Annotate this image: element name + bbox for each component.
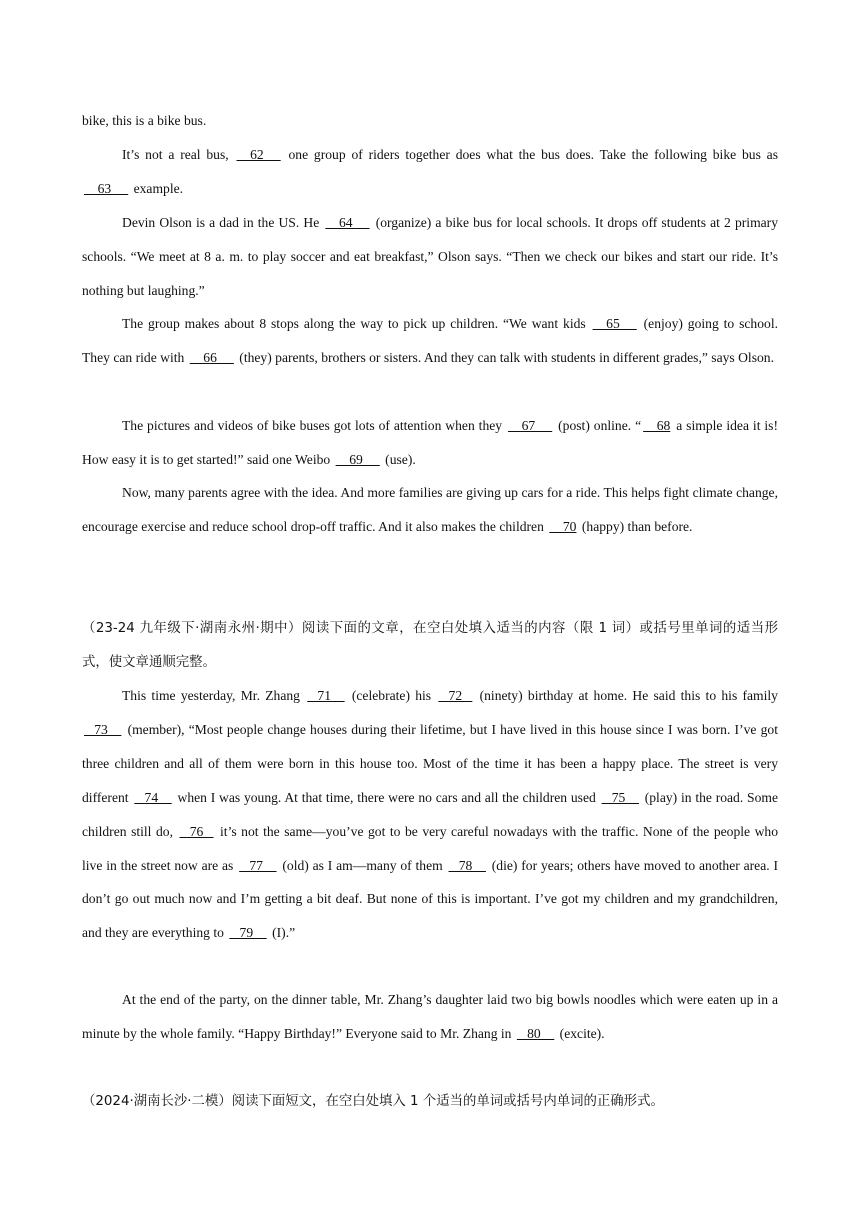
- text-run: (organize) a bike bus for local schools. It drops off students at 2 primary schools. “We meet at 8 a. m. to play soccer and eat breakfast,” Olson says. “Then we check our bikes and start our ride. It’s nothing but laughing.”: [82, 215, 779, 298]
- text-run: (play) in the road. Some children still do,: [82, 789, 778, 839]
- text-run: The pictures and videos of bike buses got lots of attention when they: [122, 418, 507, 433]
- paragraph-text: bike, this is a bike bus.: [82, 113, 207, 128]
- text-run: (they) parents, brothers or sisters. And they can talk with students in different grades,” says Olson.: [235, 349, 774, 365]
- text-run: At the end of the party, on the dinner table, Mr. Zhang’s daughter laid two big bowls noodles which were eaten up in a minute by the whole family. “Happy Birthday!” Everyone said to Mr. Zhang in: [82, 992, 778, 1041]
- paragraph-p2: [82, 206, 778, 308]
- answer-blank: 66: [189, 349, 234, 365]
- text-run: (post) online. “: [554, 418, 642, 433]
- text-run: (old) as I am—many of them: [278, 857, 447, 873]
- text-run: example.: [130, 180, 184, 196]
- text-run: when I was young. At that time, there were no cars and all the children used: [173, 789, 600, 805]
- answer-blank: 73: [84, 721, 122, 737]
- text-run: (die) for years; others have moved to another area. I don’t go out much now and I’m getting a bit deaf. But none of this is important. I’ve got my children and my grandchildren, and they are everything to: [82, 857, 778, 941]
- answer-blank: 67: [508, 418, 553, 433]
- instruction-text: （2024·湖南长沙·二模）阅读下面短文，在空白处填入 1 个适当的单词或括号内单词的正确形式。: [82, 1094, 664, 1109]
- answer-blank: 79: [229, 925, 267, 941]
- text-run: a simple idea it is! How easy it is to get started!” said one Weibo: [82, 418, 778, 467]
- text-run: (enjoy) going to school. They can ride with: [82, 316, 778, 365]
- section2-instruction: [82, 612, 778, 680]
- answer-blank: 64: [325, 215, 370, 230]
- text-run: one group of riders together does what the bus does. Take the following bike bus as: [282, 147, 778, 162]
- section3-instruction: [82, 1085, 778, 1119]
- answer-blank: 78: [448, 857, 486, 873]
- answer-blank: 63: [84, 180, 129, 196]
- answer-blank: 70: [549, 518, 577, 534]
- answer-blank: 69: [335, 451, 380, 467]
- paragraph-p5: [82, 476, 778, 544]
- text-run: The group makes about 8 stops along the way to pick up children. “We want kids: [122, 316, 591, 331]
- answer-blank: 72: [438, 688, 473, 703]
- answer-blank: 77: [239, 857, 277, 873]
- answer-blank: 76: [179, 823, 214, 839]
- answer-blank: 75: [601, 789, 639, 805]
- text-run: Devin Olson is a dad in the US. He: [122, 215, 324, 230]
- paragraph-p0: [82, 104, 778, 138]
- text-run: Now, many parents agree with the idea. And more families are giving up cars for a ride. This helps fight climate change, encourage exercise and reduce school drop-off traffic. And it also makes the children: [82, 485, 778, 534]
- section2-paragraph-1: [82, 679, 778, 950]
- paragraph-p4: [82, 409, 778, 477]
- answer-blank: 71: [307, 688, 345, 703]
- text-run: This time yesterday, Mr. Zhang: [122, 688, 306, 703]
- instruction-text: （23-24 九年级下·湖南永州·期中）阅读下面的文章，在空白处填入适当的内容（限 1 词）或括号里单词的适当形式，使文章通顺完整。: [82, 621, 778, 670]
- text-run: (happy) than before.: [578, 518, 693, 534]
- text-run: (ninety) birthday at home. He said this to his family: [474, 688, 778, 703]
- text-run: (use).: [381, 451, 416, 467]
- answer-blank: 62: [236, 147, 281, 162]
- text-run: it’s not the same—you’ve got to be very careful nowadays with the traffic. None of the people who live in the street now are as: [82, 823, 778, 873]
- paragraph-p3: [82, 307, 778, 375]
- answer-blank: 80: [516, 1025, 555, 1041]
- text-run: (I).”: [268, 925, 296, 941]
- text-run: (member), “Most people change houses during their lifetime, but I have lived in this house since I was born. I’ve got three children and all of them were born in this house too. Most of the time it has been a happy place. The street is very different: [82, 721, 778, 805]
- text-run: It’s not a real bus,: [122, 147, 235, 162]
- paragraph-p1: [82, 138, 778, 206]
- text-run: (celebrate) his: [346, 688, 437, 703]
- answer-blank: 68: [643, 418, 671, 433]
- answer-blank: 74: [134, 789, 172, 805]
- section2-paragraph-2: [82, 983, 778, 1051]
- text-run: (excite).: [556, 1025, 605, 1041]
- answer-blank: 65: [592, 316, 637, 331]
